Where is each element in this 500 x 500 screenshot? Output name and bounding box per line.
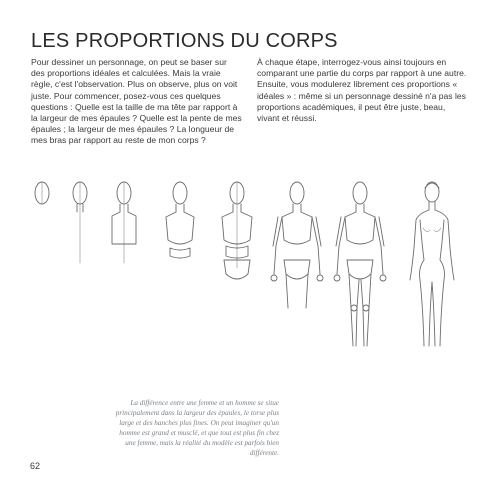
stage-torso-drawing: [222, 182, 252, 279]
left-text-column: [31, 57, 243, 147]
stage-ribcage-drawing: [166, 182, 194, 258]
stage-legs-drawing: [334, 182, 386, 346]
stage-shoulders-drawing: [112, 182, 136, 263]
figure-caption: La différence entre une femme et un homme se situe principalement dans la largeur des épaules, le torse plus large et des hanches plus fines. On peut imaginer qu'un homme est grand et musclé, et que tout est plus fin chez une femme, mais la réalité du modèle est parfois bien différente.: [115, 399, 279, 457]
page-title: LES PROPORTIONS DU CORPS: [31, 30, 338, 52]
stage-arms-drawing: [271, 182, 323, 308]
right-text-column: [257, 57, 469, 124]
stage-neck-drawing: [73, 182, 87, 263]
page-number: 62: [30, 461, 41, 471]
figure-construction-sequence: [20, 168, 485, 358]
stage-head-drawing: [35, 182, 49, 204]
right-paragraph: À chaque étape, interrogez-vous ainsi toujours en comparant une partie du corps par rapport à une autre. Ensuite, vous modulerez librement ces proportions « idéales » : même si un personnage dessiné n'a pas les proportions académiques, il peut être juste, beau, vivant et réussi.: [257, 57, 467, 124]
figures-illustration: [20, 168, 485, 358]
stage-finished-drawing: [410, 182, 454, 346]
left-paragraph: Pour dessiner un personnage, on peut se baser sur des proportions idéales et calculées. Mais la vraie règle, c'est l'observation. Plus on observe, plus on voit juste. Pour commencer, posez-vous ces quelques questions : Quelle est la taille de ma tête par rapport à la largeur de mes épaules ? Quelle est la pente de mes épaules ; la largeur de mes épaules ? La longueur de mes bras par rapport au reste de mon corps ?: [31, 57, 242, 146]
